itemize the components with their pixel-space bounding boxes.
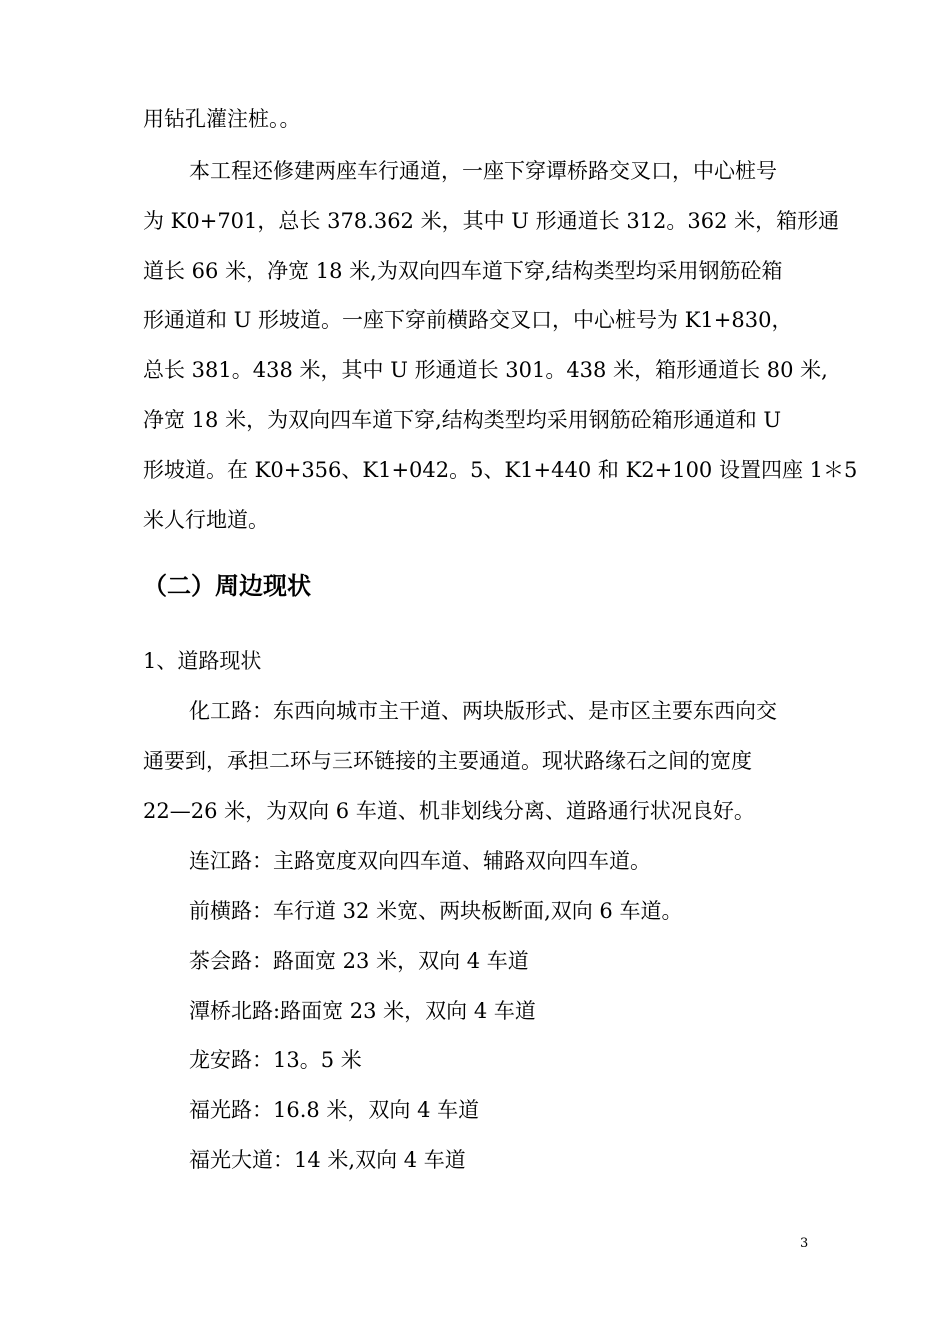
road-item: 福光大道：14 米,双向 4 车道 [189, 1148, 466, 1172]
paragraph-line: 化工路：东西向城市主干道、两块版形式、是市区主要东西向交 [189, 699, 777, 723]
subsection-heading: 1、道路现状 [143, 649, 262, 673]
paragraph-line: 通要到，承担二环与三环链接的主要通道。现状路缘石之间的宽度 [143, 749, 752, 773]
paragraph-line: 本工程还修建两座车行通道，一座下穿谭桥路交叉口，中心桩号 [189, 159, 777, 183]
section-heading: （二）周边现状 [143, 572, 311, 600]
paragraph-line: 道长 66 米，净宽 18 米,为双向四车道下穿,结构类型均采用钢筋砼箱 [143, 259, 783, 283]
road-item: 前横路：车行道 32 米宽、两块板断面,双向 6 车道。 [189, 899, 683, 923]
paragraph-line: 用钻孔灌注桩。。 [143, 107, 301, 131]
paragraph-line: 形坡道。在 K0+356、K1+042。5、K1+440 和 K2+100 设置四座 1＊5 [143, 458, 858, 482]
road-item: 茶会路：路面宽 23 米，双向 4 车道 [189, 949, 529, 973]
road-item: 连江路：主路宽度双向四车道、辅路双向四车道。 [189, 849, 651, 873]
paragraph-line: 22—26 米，为双向 6 车道、机非划线分离、道路通行状况良好。 [143, 799, 755, 823]
paragraph-line: 总长 381。438 米，其中 U 形通道长 301。438 米，箱形通道长 80 米, [143, 358, 828, 382]
road-item: 潭桥北路:路面宽 23 米，双向 4 车道 [189, 999, 536, 1023]
paragraph-line: 为 K0+701，总长 378.362 米，其中 U 形通道长 312。362 米，箱形通 [143, 209, 840, 233]
paragraph-line: 净宽 18 米，为双向四车道下穿,结构类型均采用钢筋砼箱形通道和 U [143, 408, 782, 432]
page-number: 3 [800, 1236, 809, 1251]
road-item: 福光路：16.8 米，双向 4 车道 [189, 1098, 480, 1122]
paragraph-line: 米人行地道。 [143, 508, 269, 532]
paragraph-line: 形通道和 U 形坡道。一座下穿前横路交叉口，中心桩号为 K1+830， [143, 308, 793, 332]
road-item: 龙安路：13。5 米 [189, 1048, 362, 1072]
